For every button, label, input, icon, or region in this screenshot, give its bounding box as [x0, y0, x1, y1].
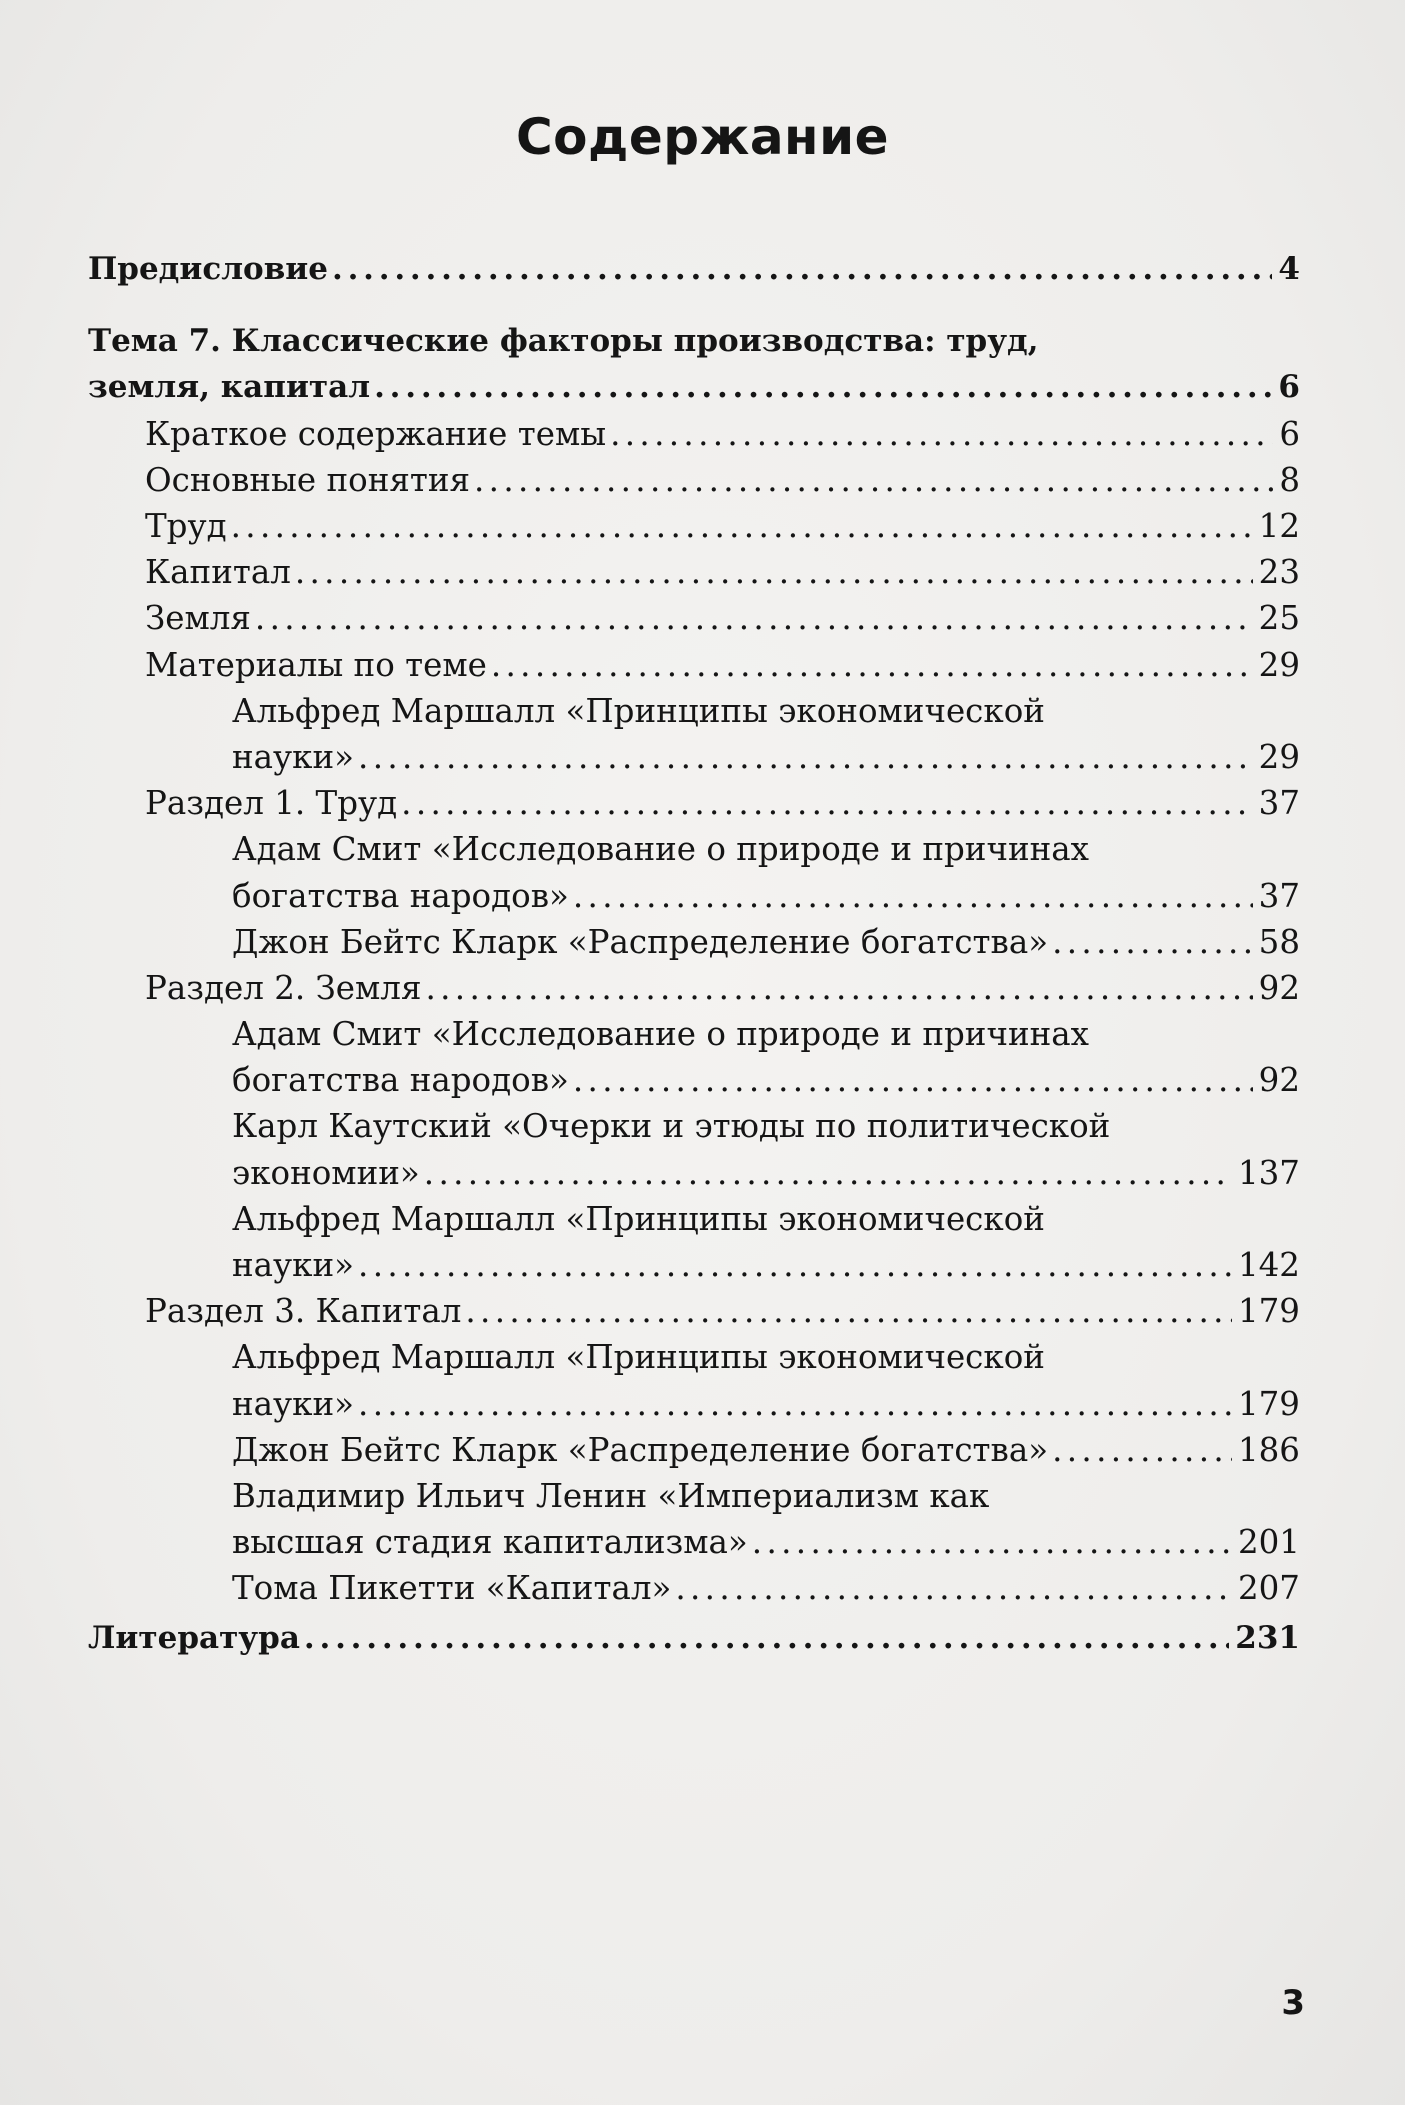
toc-entry-label: Владимир Ильич Ленин «Империализм как [232, 1477, 990, 1515]
toc-entry-label: Альфред Маршалл «Принципы экономической [232, 1200, 1045, 1238]
toc-entry-page: 12 [1258, 507, 1300, 545]
toc-entry-label: Тема 7. Классические факторы производства: труд, [88, 323, 1039, 359]
toc-entry-label: богатства народов» [232, 1061, 569, 1099]
toc-entry-label: Краткое содержание темы [145, 415, 607, 453]
toc-entry-page: 179 [1237, 1385, 1300, 1423]
toc-entry-label: экономии» [232, 1154, 420, 1192]
toc-entry-label: науки» [232, 1385, 355, 1423]
toc-entry-page: 25 [1258, 599, 1300, 637]
dot-leader [465, 1289, 1232, 1333]
toc-entry-capital[interactable] [145, 550, 1300, 594]
toc-entry-lenin-line1[interactable] [232, 1474, 1300, 1518]
dot-leader [358, 1382, 1232, 1426]
toc-entry-labor[interactable] [145, 504, 1300, 548]
toc-entry-section3-capital[interactable] [145, 1289, 1300, 1333]
toc-entry-label: Альфред Маршалл «Принципы экономической [232, 692, 1045, 730]
toc-entry-page: 6 [1279, 415, 1300, 453]
toc-entry-page: 142 [1237, 1246, 1300, 1284]
toc-entry-label: Капитал [145, 553, 291, 591]
toc-entry-section2-land[interactable] [145, 966, 1300, 1010]
dot-leader [358, 1243, 1232, 1287]
toc-entry-label: Труд [145, 507, 227, 545]
toc-entry-label: Адам Смит «Исследование о природе и причинах [232, 830, 1089, 868]
toc-entry-page: 4 [1278, 251, 1300, 287]
toc-entry-page: 186 [1237, 1431, 1300, 1469]
dot-leader [752, 1520, 1232, 1564]
toc-entry-marshall-2-line1[interactable] [232, 1197, 1300, 1241]
page-title: Содержание [515, 108, 890, 166]
toc-entry-label: высшая стадия капитализма» [232, 1523, 748, 1561]
toc-entry-label: Основные понятия [145, 461, 470, 499]
toc-entry-kautsky-line1[interactable] [232, 1104, 1300, 1148]
toc-entry-topic7-line1[interactable] [88, 319, 1300, 363]
toc-entry-page: 23 [1258, 553, 1300, 591]
toc-entry-clark-2[interactable] [232, 1428, 1300, 1472]
toc-entry-land[interactable] [145, 596, 1300, 640]
page-number: 3 [1281, 1983, 1305, 2023]
dot-leader [401, 781, 1252, 825]
dot-leader [255, 596, 1253, 640]
toc-entry-preface[interactable] [88, 247, 1300, 291]
toc-entry-label: земля, капитал [88, 369, 371, 405]
toc-entry-concepts[interactable] [145, 458, 1300, 502]
toc-entry-page: 8 [1279, 461, 1300, 499]
dot-leader [1052, 1428, 1232, 1472]
toc-entry-section1-labor[interactable] [145, 781, 1300, 825]
dot-leader [295, 550, 1253, 594]
dot-leader [474, 458, 1273, 502]
toc-entry-page: 137 [1237, 1154, 1300, 1192]
toc-entry-topic7[interactable] [88, 365, 1300, 409]
dot-leader [424, 1151, 1232, 1195]
dot-leader [675, 1566, 1232, 1610]
toc-entry-smith-2[interactable] [232, 1058, 1300, 1102]
dot-leader [374, 365, 1272, 409]
toc-entry-marshall-1[interactable] [232, 735, 1300, 779]
toc-entry-summary[interactable] [145, 412, 1300, 456]
toc-entry-marshall-1-line1[interactable] [232, 689, 1300, 733]
toc-entry-label: Джон Бейтс Кларк «Распределение богатства» [232, 923, 1049, 961]
toc-entry-label: Литература [88, 1620, 300, 1656]
toc-entry-label: Тома Пикетти «Капитал» [232, 1569, 672, 1607]
toc-entry-page: 6 [1278, 369, 1300, 405]
dot-leader [573, 874, 1253, 918]
dot-leader [332, 247, 1272, 291]
toc-entry-page: 37 [1258, 877, 1300, 915]
toc-entry-label: Раздел 1. Труд [145, 784, 398, 822]
toc-entry-label: Раздел 2. Земля [145, 969, 422, 1007]
toc-entry-page: 92 [1258, 1061, 1300, 1099]
toc-entry-label: Материалы по теме [145, 646, 487, 684]
dot-leader [358, 735, 1253, 779]
dot-leader [491, 643, 1253, 687]
toc-entry-smith-1-line1[interactable] [232, 827, 1300, 871]
dot-leader [425, 966, 1252, 1010]
toc-entry-literature[interactable] [88, 1616, 1300, 1660]
dot-leader [610, 412, 1273, 456]
toc-entry-label: богатства народов» [232, 877, 569, 915]
toc-entry-label: Раздел 3. Капитал [145, 1292, 462, 1330]
toc-entry-label: Адам Смит «Исследование о природе и причинах [232, 1015, 1089, 1053]
toc-entry-smith-2-line1[interactable] [232, 1012, 1300, 1056]
toc-entry-label: науки» [232, 1246, 355, 1284]
toc-entry-marshall-2[interactable] [232, 1243, 1300, 1287]
toc-entry-kautsky[interactable] [232, 1151, 1300, 1195]
toc-entry-page: 29 [1258, 646, 1300, 684]
toc-entry-label: Карл Каутский «Очерки и этюды по политической [232, 1107, 1111, 1145]
toc-entry-page: 231 [1235, 1620, 1300, 1656]
toc-entry-page: 92 [1258, 969, 1300, 1007]
toc-entry-clark-1[interactable] [232, 920, 1300, 964]
dot-leader [231, 504, 1253, 548]
toc-entry-lenin[interactable] [232, 1520, 1300, 1564]
toc-entry-label: науки» [232, 738, 355, 776]
toc-entry-page: 207 [1237, 1569, 1300, 1607]
dot-leader [304, 1616, 1229, 1660]
toc-entry-smith-1[interactable] [232, 874, 1300, 918]
toc-entry-page: 58 [1258, 923, 1300, 961]
dot-leader [1052, 920, 1253, 964]
toc-entry-materials[interactable] [145, 643, 1300, 687]
toc-entry-label: Земля [145, 599, 251, 637]
toc-entry-page: 29 [1258, 738, 1300, 776]
toc-entry-label: Предисловие [88, 251, 328, 287]
toc-entry-page: 201 [1237, 1523, 1300, 1561]
toc-entry-page: 179 [1237, 1292, 1300, 1330]
toc-entry-page: 37 [1258, 784, 1300, 822]
dot-leader [573, 1058, 1253, 1102]
toc-entry-marshall-3-line1[interactable] [232, 1335, 1300, 1379]
toc-entry-label: Джон Бейтс Кларк «Распределение богатства» [232, 1431, 1049, 1469]
toc-entry-label: Альфред Маршалл «Принципы экономической [232, 1338, 1045, 1376]
toc-entry-marshall-3[interactable] [232, 1382, 1300, 1426]
toc-entry-piketty[interactable] [232, 1566, 1300, 1610]
